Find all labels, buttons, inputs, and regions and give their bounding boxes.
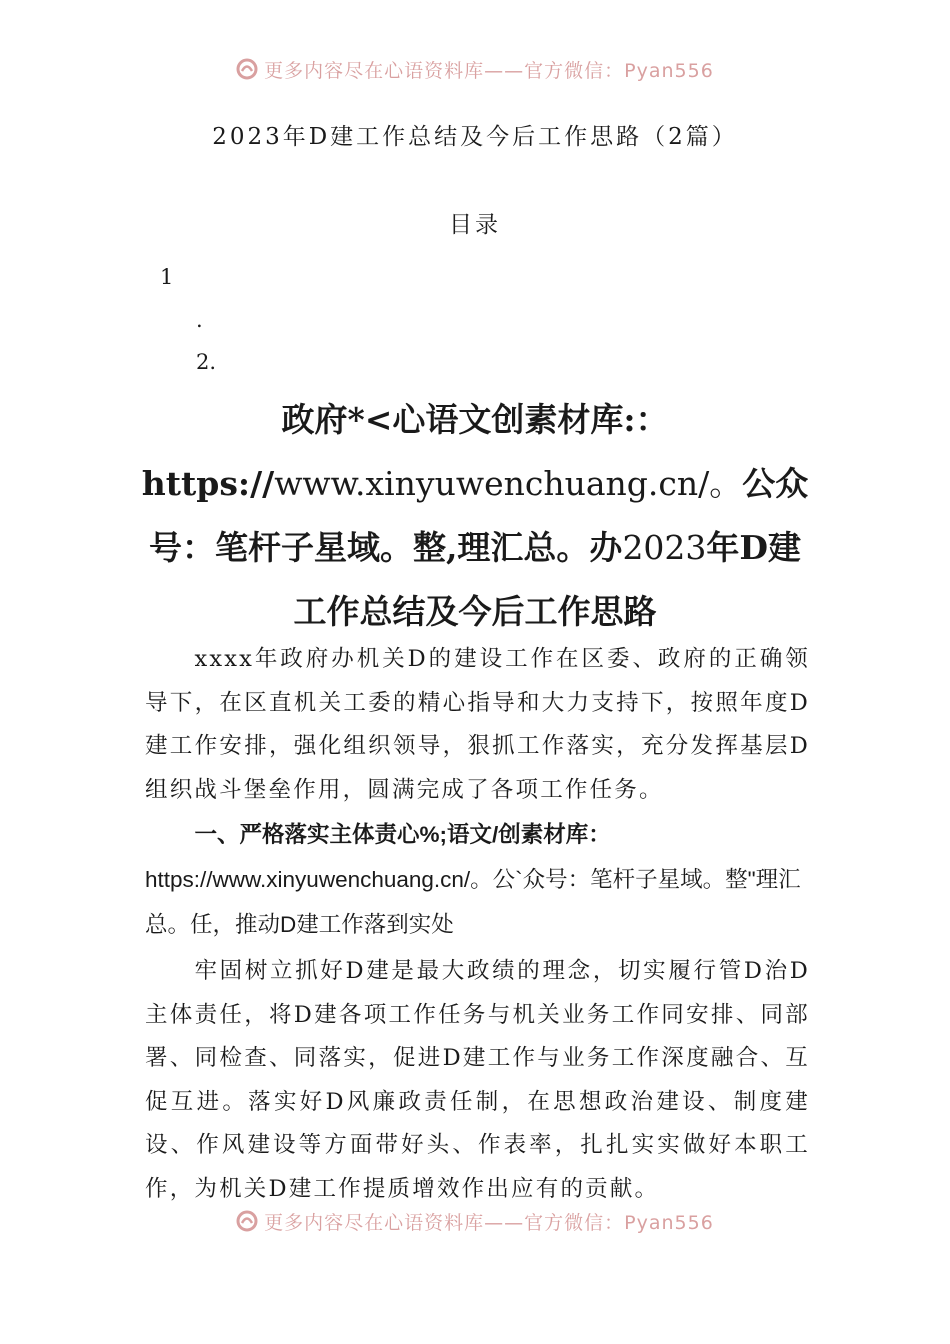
heading-part: 政府*<心语文创素材库:：https:// — [141, 400, 669, 503]
brand-logo-icon — [236, 58, 258, 80]
watermark-text: 更多内容尽在心语资料库——官方微信：Pyan556 — [264, 1211, 714, 1234]
heading-url: www.xinyuwenchuang.cn/。 — [274, 464, 743, 503]
section-heading-part: https://www.xinyuwenchuang.cn/。公`众号：笔杆子星域。整"理汇总。任，推动D建工作落到实处 — [145, 867, 801, 937]
section-heading-part: 一、严格落实主体责心%;语文/创素材库： — [194, 822, 611, 847]
toc-title: 目录 — [449, 212, 501, 238]
toc-item: . — [196, 308, 203, 332]
toc-item[interactable]: 1 — [160, 265, 174, 289]
toc-item[interactable]: 2. — [196, 350, 217, 374]
watermark-banner-top — [0, 54, 950, 84]
article-heading — [140, 388, 810, 644]
watermark-text: 更多内容尽在心语资料库——官方微信：Pyan556 — [264, 59, 714, 82]
heading-part: 公众号：笔杆子星域。整,理汇总。办 — [148, 464, 809, 567]
watermark-banner-bottom — [0, 1206, 950, 1236]
heading-part: 年D建工作总结及今后工作思路 — [293, 528, 802, 631]
heading-year: 2023 — [622, 528, 707, 567]
brand-logo-icon — [236, 1210, 258, 1232]
document-title: 2023年D建工作总结及今后工作思路（2篇） — [212, 124, 738, 150]
section-heading — [145, 812, 810, 947]
body-paragraph: xxxx年政府办机关D的建设工作在区委、政府的正确领导下，在区直机关工委的精心指导和大力支持下，按照年度D建工作安排，强化组织领导，狠抓工作落实，充分发挥基层D组织战斗堡垒作用，圆满完成了各项工作任务。 — [145, 646, 810, 803]
body-paragraph: 牢固树立抓好D建是最大政绩的理念，切实履行管D治D主体责任，将D建各项工作任务与机关业务工作同安排、同部署、同检查、同落实，促进D建工作与业务工作深度融合、互促互进。落实好D风廉政责任制，在思想政治建设、制度建设、作风建设等方面带好头、作表率，扎扎实实做好本职工作，为机关D建工作提质增效作出应有的贡献。 — [145, 958, 810, 1202]
